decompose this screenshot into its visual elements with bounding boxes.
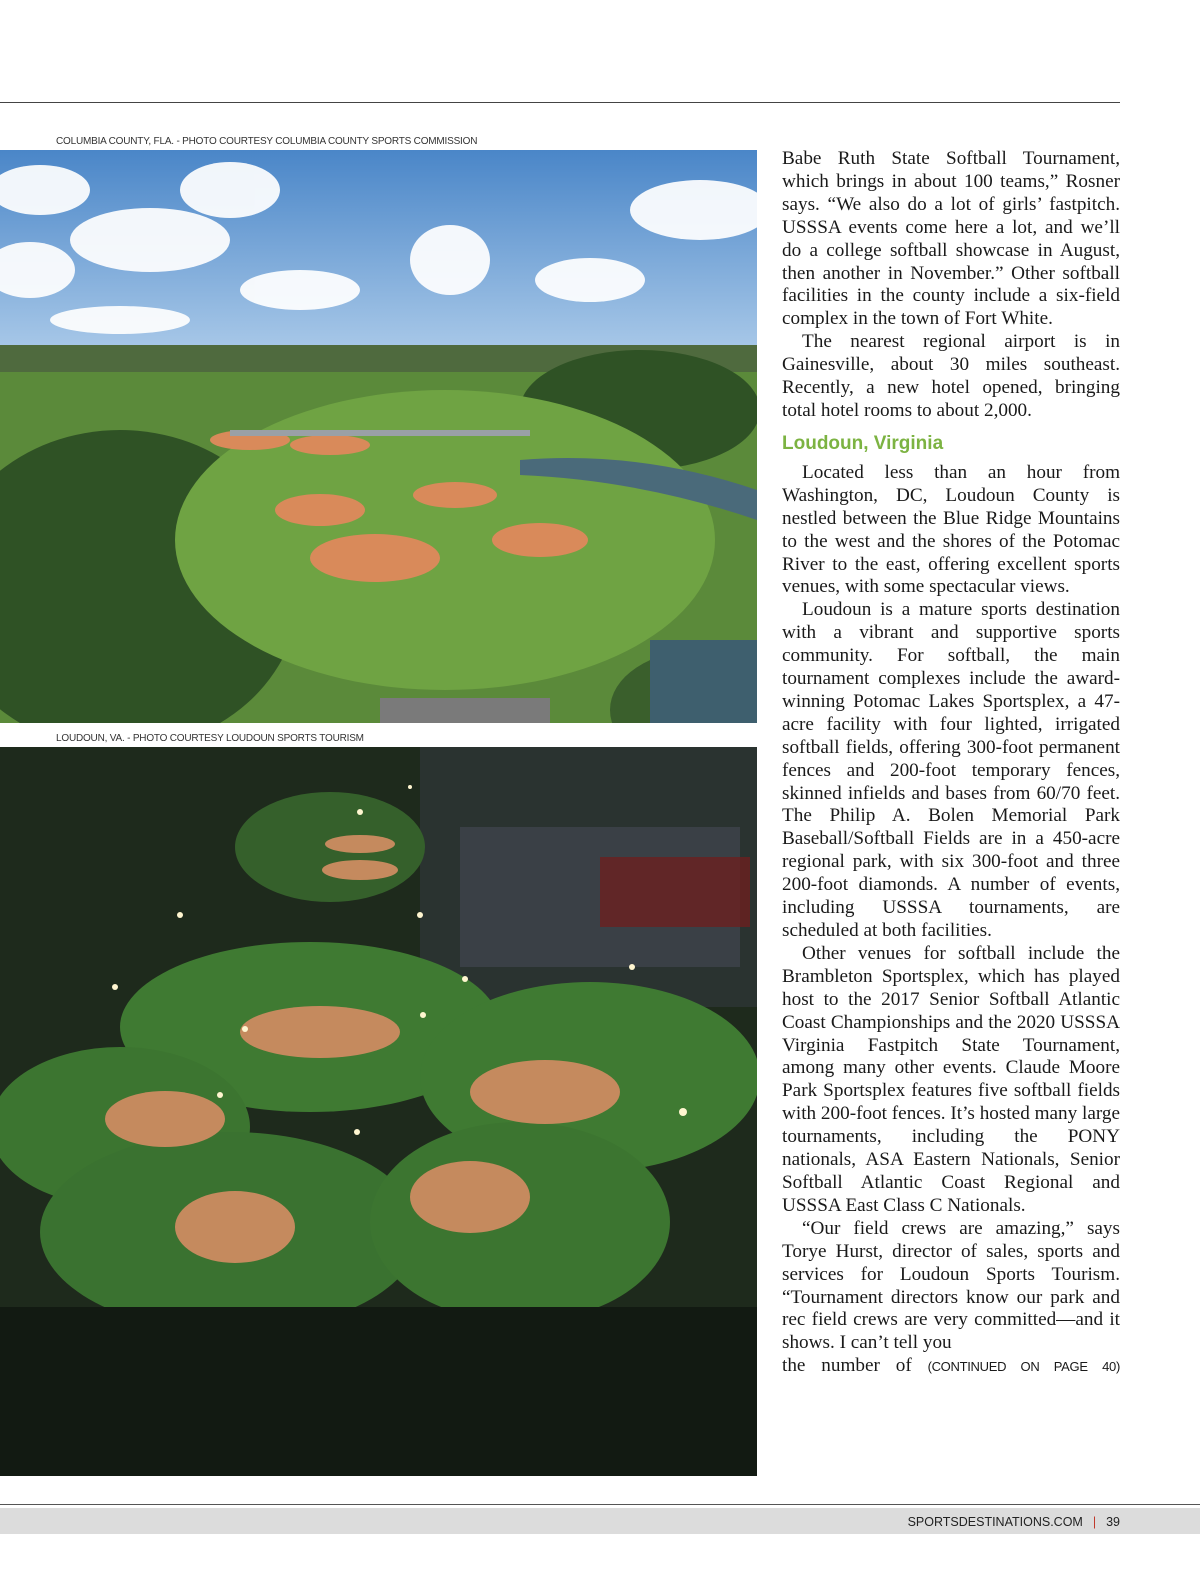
photo-caption-columbia: COLUMBIA COUNTY, FLA. - PHOTO COURTESY COLUMBIA COUNTY SPORTS COMMISSION — [56, 136, 478, 147]
article-paragraph: Loudoun is a mature sports destination with a vibrant and supportive sports community. For softball, the main tournament complexes include the award-winning Potomac Lakes Sportsplex, a 47-acre facility with four lighted, irrigated softball fields, offering 300-foot permanent fences and 200-foot temporary fences, skinned infields and bases from 60/70 feet. The Philip A. Bolen Memorial Park Baseball/Softball Fields are in a 450-acre regional park, with six 300-foot and three 200-foot diamonds. A number of events, including USSSA tournaments, are scheduled at both facilities. — [782, 599, 1120, 941]
footer-separator: | — [1092, 1515, 1097, 1529]
footer-rule — [0, 1504, 1200, 1505]
page-footer — [908, 1515, 1120, 1529]
article-paragraph: Babe Ruth State Softball Tournament, which brings in about 100 teams,” Rosner says. “We also do a lot of girls’ fastpitch. USSSA events come here a lot, and we’ll do a college softball showcase in August, then another in November.” Other softball facilities in the county include a six-field complex in the town of Fort White. — [782, 148, 1120, 330]
footer-site-name: SPORTSDESTINATIONS.COM — [907, 1515, 1083, 1529]
top-rule — [0, 102, 1120, 103]
article-last-line — [782, 1355, 1120, 1379]
article-paragraph: Located less than an hour from Washington, DC, Loudoun County is nestled between the Blue Ridge Mountains to the west and the shores of the Potomac River to the east, offering excellent sports venues, with some spectacular views. — [782, 461, 1120, 598]
article-paragraph: “Our field crews are amazing,” says Torye Hurst, director of sales, sports and services for Loudoun Sports Tourism. “Tournament directors know our park and rec field crews are very committed—and it shows. I can’t tell you — [782, 1217, 1120, 1354]
article-paragraph: Other venues for softball include the Brambleton Sportsplex, which has played host to the 2017 Senior Softball Atlantic Coast Championships and the 2020 USSSA Virginia Fastpitch State Tournament, among many other events. Claude Moore Park Sportsplex features five softball fields with 200-foot fences. It’s hosted many large tournaments, including the PONY nationals, ASA Eastern Nationals, Senior Softball Atlantic Coast Regional and USSSA East Class C Nationals. — [782, 942, 1121, 1216]
article-paragraph: The nearest regional airport is in Gainesville, about 30 miles southeast. Recently, a new hotel opened, bringing total hotel rooms to about 2,000. — [782, 331, 1120, 421]
article-last-line-text: the number of — [782, 1355, 912, 1377]
continued-on-page: (CONTINUED ON PAGE 40) — [927, 1359, 1120, 1375]
section-heading-loudoun: Loudoun, Virginia — [782, 432, 944, 454]
article-body — [782, 148, 1120, 1379]
page-number: 39 — [1106, 1515, 1120, 1529]
photo-caption-loudoun: LOUDOUN, VA. - PHOTO COURTESY LOUDOUN SPORTS TOURISM — [56, 733, 364, 744]
photo-columbia-county-aerial — [0, 150, 757, 723]
photo-loudoun-night-aerial — [0, 747, 757, 1476]
